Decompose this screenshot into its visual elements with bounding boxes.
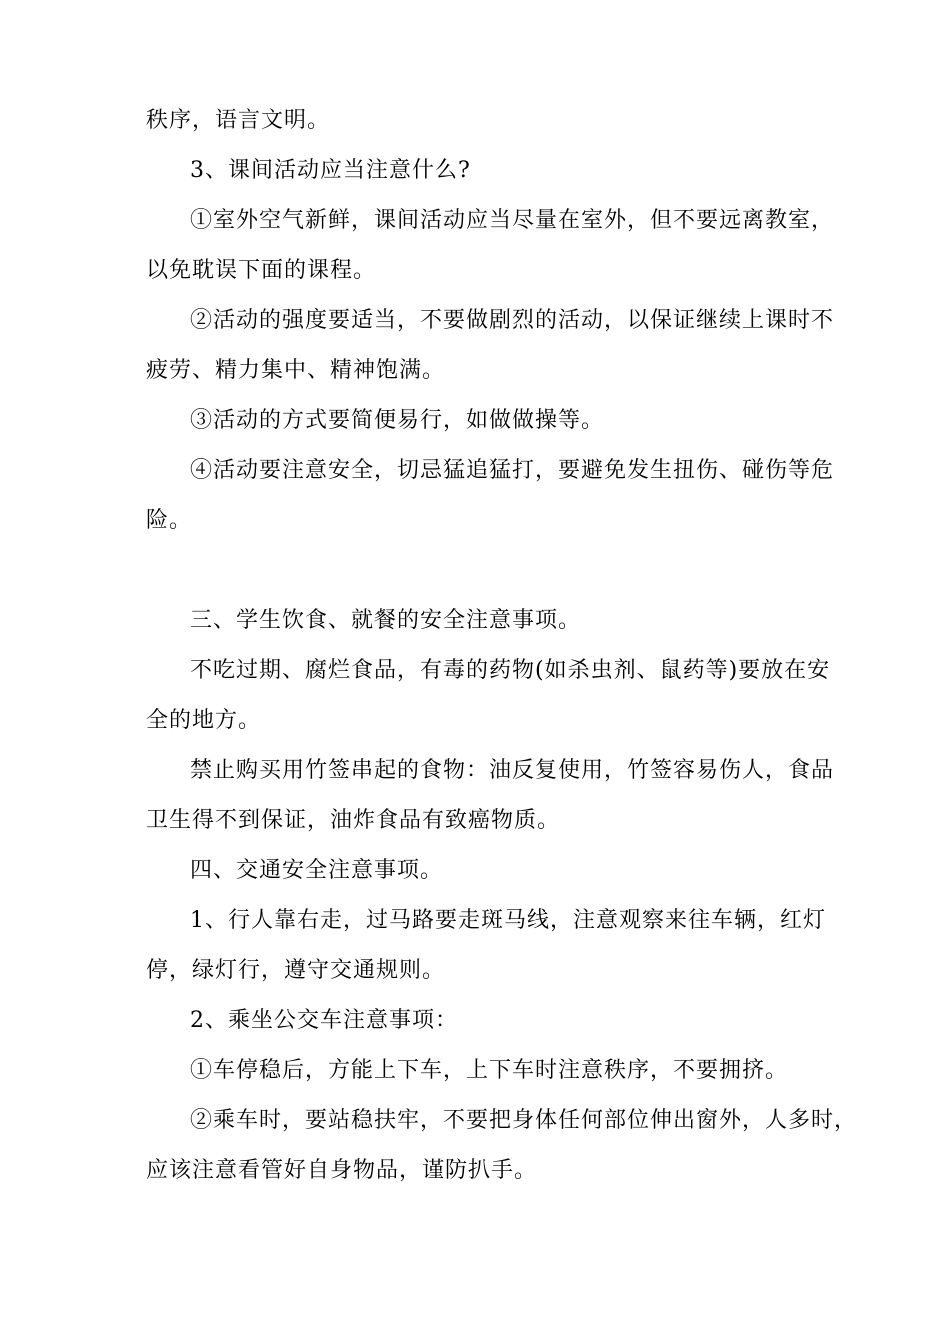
text-line-17: 停，绿灯行，遵守交通规则。 (146, 958, 446, 983)
section-heading-traffic: 四、交通安全注意事项。 (190, 858, 444, 883)
text-line-12: 全的地方。 (146, 708, 262, 733)
text-line-21: 应该注意看管好自身物品，谨防扒手。 (146, 1158, 538, 1183)
text-line-1: 秩序，语言文明。 (146, 108, 331, 133)
text-line-4: 以免耽误下面的课程。 (146, 258, 377, 283)
text-line-16: 1、行人靠右走，过马路要走斑马线，注意观察来往车辆，红灯 (190, 908, 826, 933)
text-line-13: 禁止购买用竹签串起的食物：油反复使用，竹签容易伤人，食品 (190, 758, 835, 783)
text-line-2: 3、课间活动应当注意什么? (190, 158, 471, 183)
text-line-19: ①车停稳后，方能上下车，上下车时注意秩序，不要拥挤。 (190, 1058, 789, 1083)
text-line-5: ②活动的强度要适当，不要做剧烈的活动，以保证继续上课时不 (190, 308, 835, 333)
section-heading-diet: 三、学生饮食、就餐的安全注意事项。 (190, 608, 582, 633)
text-line-20: ②乘车时，要站稳扶牢，不要把身体任何部位伸出窗外，人多时， (190, 1108, 858, 1133)
text-line-14: 卫生得不到保证，油炸食品有致癌物质。 (146, 808, 561, 833)
text-line-7: ③活动的方式要简便易行，如做做操等。 (190, 408, 605, 433)
text-line-8: ④活动要注意安全，切忌猛追猛打，要避免发生扭伤、碰伤等危 (190, 458, 835, 483)
text-line-9: 险。 (146, 508, 193, 533)
text-line-11: 不吃过期、腐烂食品，有毒的药物(如杀虫剂、鼠药等)要放在安 (190, 658, 831, 683)
text-line-18: 2、乘坐公交车注意事项： (190, 1008, 458, 1033)
text-line-3: ①室外空气新鲜，课间活动应当尽量在室外，但不要远离教室， (190, 208, 835, 233)
text-line-6: 疲劳、精力集中、精神饱满。 (146, 358, 446, 383)
